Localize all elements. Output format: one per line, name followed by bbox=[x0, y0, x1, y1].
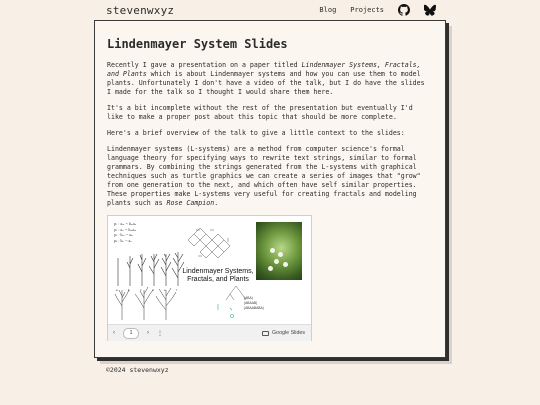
fractal-pattern bbox=[188, 228, 230, 258]
rose-campion-photo bbox=[256, 222, 302, 280]
derivation-tree bbox=[226, 286, 246, 300]
rule-line: p₄ : bₙ → aₙ bbox=[114, 238, 132, 243]
slides-embed[interactable] bbox=[107, 215, 312, 341]
intro-paragraph bbox=[107, 61, 432, 97]
google-slides-link[interactable] bbox=[262, 330, 305, 336]
slide-title bbox=[182, 268, 254, 284]
nav-projects-link[interactable]: Projects bbox=[350, 6, 384, 14]
slide-preview[interactable] bbox=[108, 216, 311, 324]
intro-text-b: which is about Lindenmayer systems and how you can use them to model plants. Unfortunately I don't have a video of the talk, but I do have the slides I made for the talk so I thought I would share them here. bbox=[107, 70, 425, 96]
rule-line: p₃ : bₘ → aₘ bbox=[114, 233, 133, 237]
site-title[interactable]: stevenwxyz bbox=[106, 4, 175, 17]
lsystem-glyphs bbox=[218, 304, 234, 318]
rose-campion: Rose Campion bbox=[166, 199, 215, 207]
lsystem-text-b: . bbox=[214, 199, 219, 207]
top-bar bbox=[0, 0, 540, 22]
footer-copyright: ©2024 stevenwxyz bbox=[106, 366, 169, 374]
lsystem-paragraph bbox=[107, 145, 432, 208]
slide-title-line: Lindenmayer Systems, bbox=[182, 268, 254, 275]
page-number-input[interactable]: 1 bbox=[123, 328, 139, 339]
more-vertical-icon[interactable]: ⋮ bbox=[157, 330, 163, 337]
flower-bud bbox=[283, 262, 288, 267]
nav-bar bbox=[319, 4, 436, 16]
flower-bud bbox=[278, 252, 283, 257]
overview-paragraph: Here's a brief overview of the talk to give a little context to the slides: bbox=[107, 129, 405, 137]
butterfly-icon[interactable] bbox=[424, 4, 436, 16]
intro-text-a: Recently I gave a presentation on a paper titled bbox=[107, 61, 302, 69]
tree-label: c bbox=[140, 288, 142, 292]
flower-bud bbox=[270, 248, 275, 253]
incomplete-paragraph: It's a bit incomplete without the rest of the presentation but eventually I'd like to make a proper post about this topic that should be more complete. bbox=[107, 104, 413, 121]
slides-toolbar bbox=[108, 324, 311, 341]
nav-blog-link[interactable]: Blog bbox=[319, 6, 337, 14]
flower-bud bbox=[268, 266, 273, 271]
tree-label: e bbox=[164, 288, 166, 292]
tree-row-bottom bbox=[115, 287, 176, 320]
tree-label: d bbox=[152, 288, 154, 292]
chevron-left-icon[interactable]: ‹ bbox=[113, 330, 115, 336]
google-slides-label: Google Slides bbox=[272, 330, 305, 336]
chevron-right-icon[interactable]: › bbox=[147, 330, 149, 336]
tree-label: b bbox=[128, 288, 130, 292]
tree-label: f bbox=[176, 288, 177, 292]
derivation-line: (ABA) bbox=[244, 296, 253, 300]
github-icon[interactable] bbox=[398, 4, 410, 16]
derivation-line: (ABAABABA) bbox=[244, 306, 264, 310]
slides-logo-icon bbox=[262, 331, 269, 336]
article-card bbox=[94, 20, 446, 358]
rule-line: p₂ : aₙ → bₘaₘ bbox=[114, 227, 137, 232]
slide-title-line: Fractals, and Plants bbox=[187, 276, 249, 283]
paper-title: Lindenmayer Systems, Fractals, and Plants bbox=[107, 61, 421, 78]
derivation-line: (ABAAB) bbox=[244, 301, 258, 305]
tree-row-top bbox=[118, 252, 184, 286]
lsystem-text-a: Lindenmayer systems (L-systems) are a method from computer science's formal language theory for specifying ways to rewrite text strings, similar to formal grammars. By combining the strings generated from the L-systems with graphical techniques such as turtle graphics we can create a series of images that "grow" from one generation to the next, and which often have self similar properties. These properties make L-systems very useful for creating fractals and modeling plants such as bbox=[107, 145, 421, 207]
tree-label: a bbox=[116, 288, 118, 292]
page-title: Lindenmayer System Slides bbox=[107, 37, 288, 51]
flower-bud bbox=[274, 259, 279, 264]
derivation-strings bbox=[244, 296, 264, 311]
rule-line: p₁ : aₘ → bₘaₙ bbox=[114, 222, 137, 226]
